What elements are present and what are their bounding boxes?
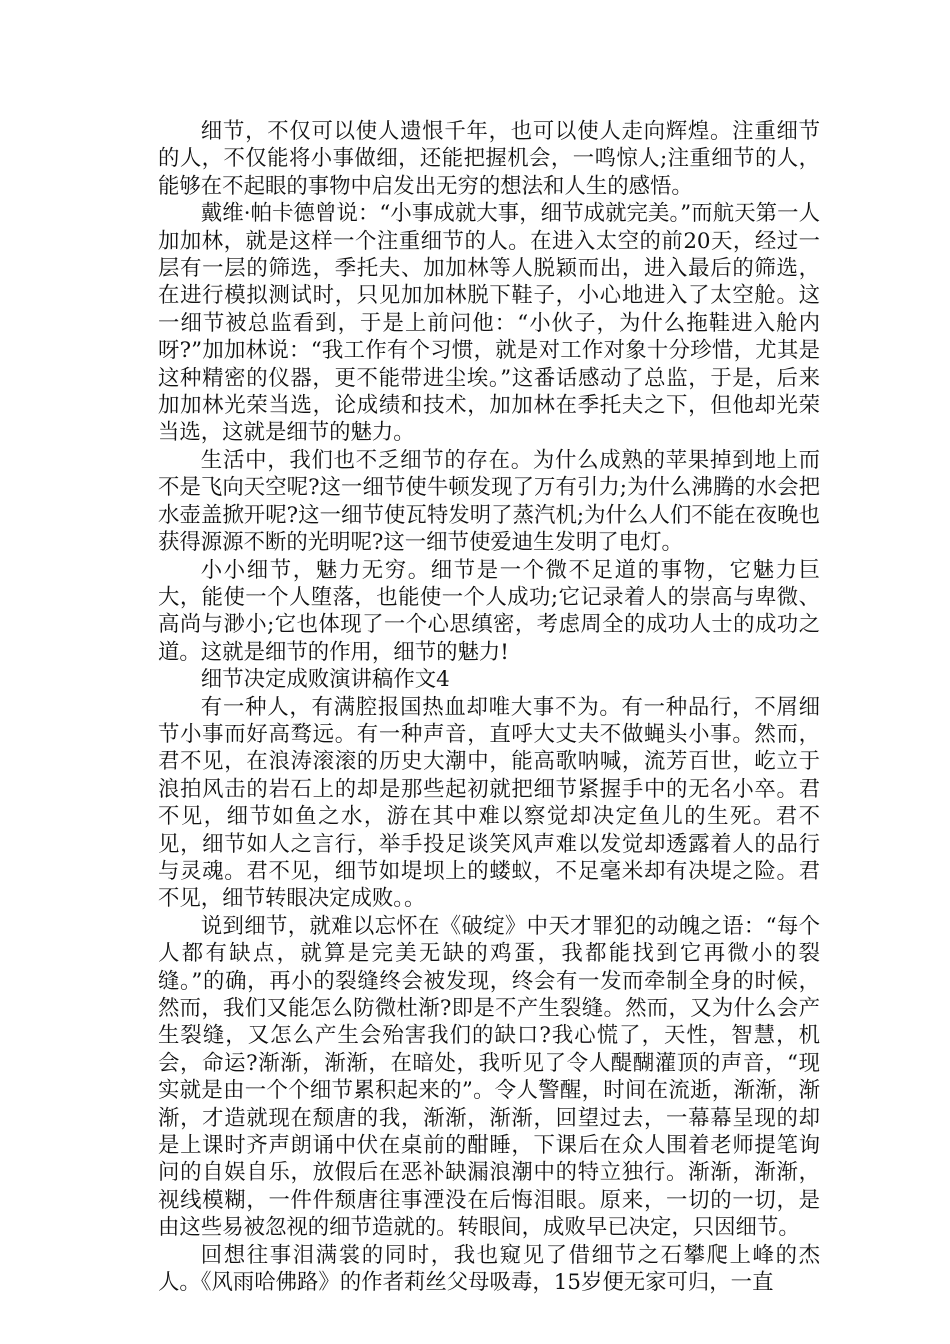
paragraph-4: 小小细节，魅力无穷。细节是一个微不足道的事物，它魅力巨大，能使一个人堕落，也能使一个人成功;它记录着人的崇高与卑微、高尚与渺小;它也体现了一个心思缜密，考虑周全的成功人士的成功之道。这就是细节的作用，细节的魅力!: [158, 557, 820, 665]
paragraph-3: 生活中，我们也不乏细节的存在。为什么成熟的苹果掉到地上而不是飞向天空呢?这一细节使牛顿发现了万有引力;为什么沸腾的水会把水壶盖掀开呢?这一细节使瓦特发明了蒸汽机;为什么人们不能在夜晚也获得源源不断的光明呢?这一细节使爱迪生发明了电灯。: [158, 447, 820, 556]
section-heading: 细节决定成败演讲稿作文4: [200, 667, 450, 693]
paragraph-7: 回想往事泪满裳的同时，我也窥见了借细节之石攀爬上峰的杰人。《风雨哈佛路》的作者莉丝父母吸毒，15岁便无家可归，一直: [158, 1242, 820, 1296]
document-page: [158, 118, 820, 1296]
paragraph-5: 有一种人，有满腔报国热血却唯大事不为。有一种品行，不屑细节小事而好高骛远。有一种声音，直呼大丈夫不做蝇头小事。然而，君不见，在浪涛滚滚的历史大潮中，能高歌呐喊，流芳百世，屹立于浪拍风击的岩石上的却是那些起初就把细节紧握手中的无名小卒。君不见，细节如鱼之水，游在其中难以察觉却决定鱼儿的生死。君不见，细节如人之言行，举手投足谈笑风声难以发觉却透露着人的品行与灵魂。君不见，细节如堤坝上的蝼蚁，不足毫米却有决堤之险。君不见，细节转眼决定成败。。: [158, 694, 820, 912]
paragraph-2: 戴维·帕卡德曾说：“小事成就大事，细节成就完美。”而航天第一人加加林，就是这样一个注重细节的人。在进入太空的前20天，经过一层有一层的筛选，季托夫、加加林等人脱颖而出，进入最后的筛选，在进行模拟测试时，只见加加林脱下鞋子，小心地进入了太空舱。这一细节被总监看到，于是上前问他：“小伙子，为什么拖鞋进入舱内呀?”加加林说：“我工作有个习惯，就是对工作对象十分珍惜，尤其是这种精密的仪器，更不能带进尘埃。”这番话感动了总监，于是，后来加加林光荣当选，论成绩和技术，加加林在季托夫之下，但他却光荣当选，这就是细节的魅力。: [158, 201, 820, 446]
paragraph-6: 说到细节，就难以忘怀在《破绽》中天才罪犯的动魄之语：“每个人都有缺点，就算是完美无缺的鸡蛋，我都能找到它再微小的裂缝。”的确，再小的裂缝终会被发现，终会有一发而牵制全身的时候，然而，我们又能怎么防微杜渐?即是不产生裂缝。然而，又为什么会产生裂缝，又怎么产生会殆害我们的缺口?我心慌了，天性，智慧，机会，命运?渐渐，渐渐，在暗处，我听见了令人醍醐灌顶的声音，“现实就是由一个个细节累积起来的”。令人警醒，时间在流逝，渐渐，渐渐，才造就现在颓唐的我，渐渐，渐渐，回望过去，一幕幕呈现的却是上课时齐声朗诵中伏在桌前的酣睡，下课后在众人围着老师提笔询问的自娱自乐，放假后在恶补缺漏浪潮中的特立独行。渐渐，渐渐，视线模糊，一件件颓唐往事湮没在后悔泪眼。原来，一切的一切，是由这些易被忽视的细节造就的。转眼间，成败早已决定，只因细节。: [158, 913, 820, 1241]
paragraph-1: 细节，不仅可以使人遗恨千年，也可以使人走向辉煌。注重细节的人，不仅能将小事做细，还能把握机会，一鸣惊人;注重细节的人，能够在不起眼的事物中启发出无穷的想法和人生的感悟。: [158, 119, 820, 199]
